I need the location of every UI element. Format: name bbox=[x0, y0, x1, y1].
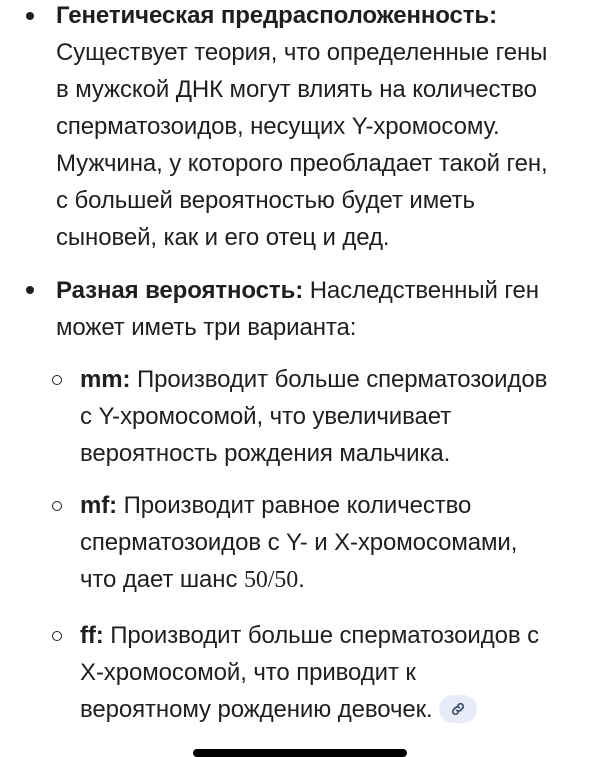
item-title: Разная вероятность: bbox=[56, 277, 304, 304]
sub-bullet-circle bbox=[52, 631, 62, 641]
text-line: вероятному рождению девочек. bbox=[80, 696, 433, 723]
home-indicator[interactable] bbox=[193, 749, 407, 757]
bullet-dot bbox=[26, 12, 34, 20]
text-line: что дает шанс bbox=[80, 566, 244, 593]
text-line: вероятность рождения мальчика. bbox=[80, 440, 451, 467]
text-line: Производит равное количество bbox=[117, 492, 472, 519]
text-line: с Y-хромосомой, что увеличивает bbox=[80, 403, 452, 430]
ratio-value: 50/50 bbox=[243, 567, 299, 593]
text-line: Производит больше сперматозоидов bbox=[130, 366, 548, 393]
sub-item-text bbox=[80, 487, 600, 599]
text-line: сыновей, как и его отец и дед. bbox=[56, 224, 390, 251]
link-icon bbox=[450, 701, 466, 717]
punctuation: . bbox=[298, 566, 305, 593]
source-link-button[interactable] bbox=[439, 695, 477, 723]
sub-item-title: ff: bbox=[80, 622, 104, 649]
text-line: с большей вероятностью будет иметь bbox=[56, 187, 475, 214]
text-line: сперматозоидов с Y- и X-хромосомами, bbox=[80, 529, 518, 556]
sub-item-text bbox=[80, 361, 600, 472]
text-line: Мужчина, у которого преобладает такой ген, bbox=[56, 150, 548, 177]
sub-bullet-circle bbox=[52, 501, 62, 511]
bullet-dot bbox=[26, 286, 34, 294]
text-line: Наследственный ген bbox=[303, 277, 539, 304]
text-line: X-хромосомой, что приводит к bbox=[80, 659, 416, 686]
text-line: Производит больше сперматозоидов с bbox=[103, 622, 539, 649]
text-line: сперматозоидов, несущих Y-хромосому. bbox=[56, 113, 500, 140]
sub-bullet-circle bbox=[52, 375, 62, 385]
sub-item-title: mm: bbox=[80, 366, 131, 393]
text-line: в мужской ДНК могут влиять на количество bbox=[56, 76, 537, 103]
item-title: Генетическая предрасположенность: bbox=[56, 2, 497, 29]
sub-item-title: mf: bbox=[80, 492, 118, 519]
bullet-text bbox=[56, 0, 600, 256]
text-line: Существует теория, что определенные гены bbox=[56, 39, 548, 66]
bullet-text bbox=[56, 272, 600, 346]
sub-item-text bbox=[80, 617, 600, 728]
text-line: может иметь три варианта: bbox=[56, 314, 357, 341]
